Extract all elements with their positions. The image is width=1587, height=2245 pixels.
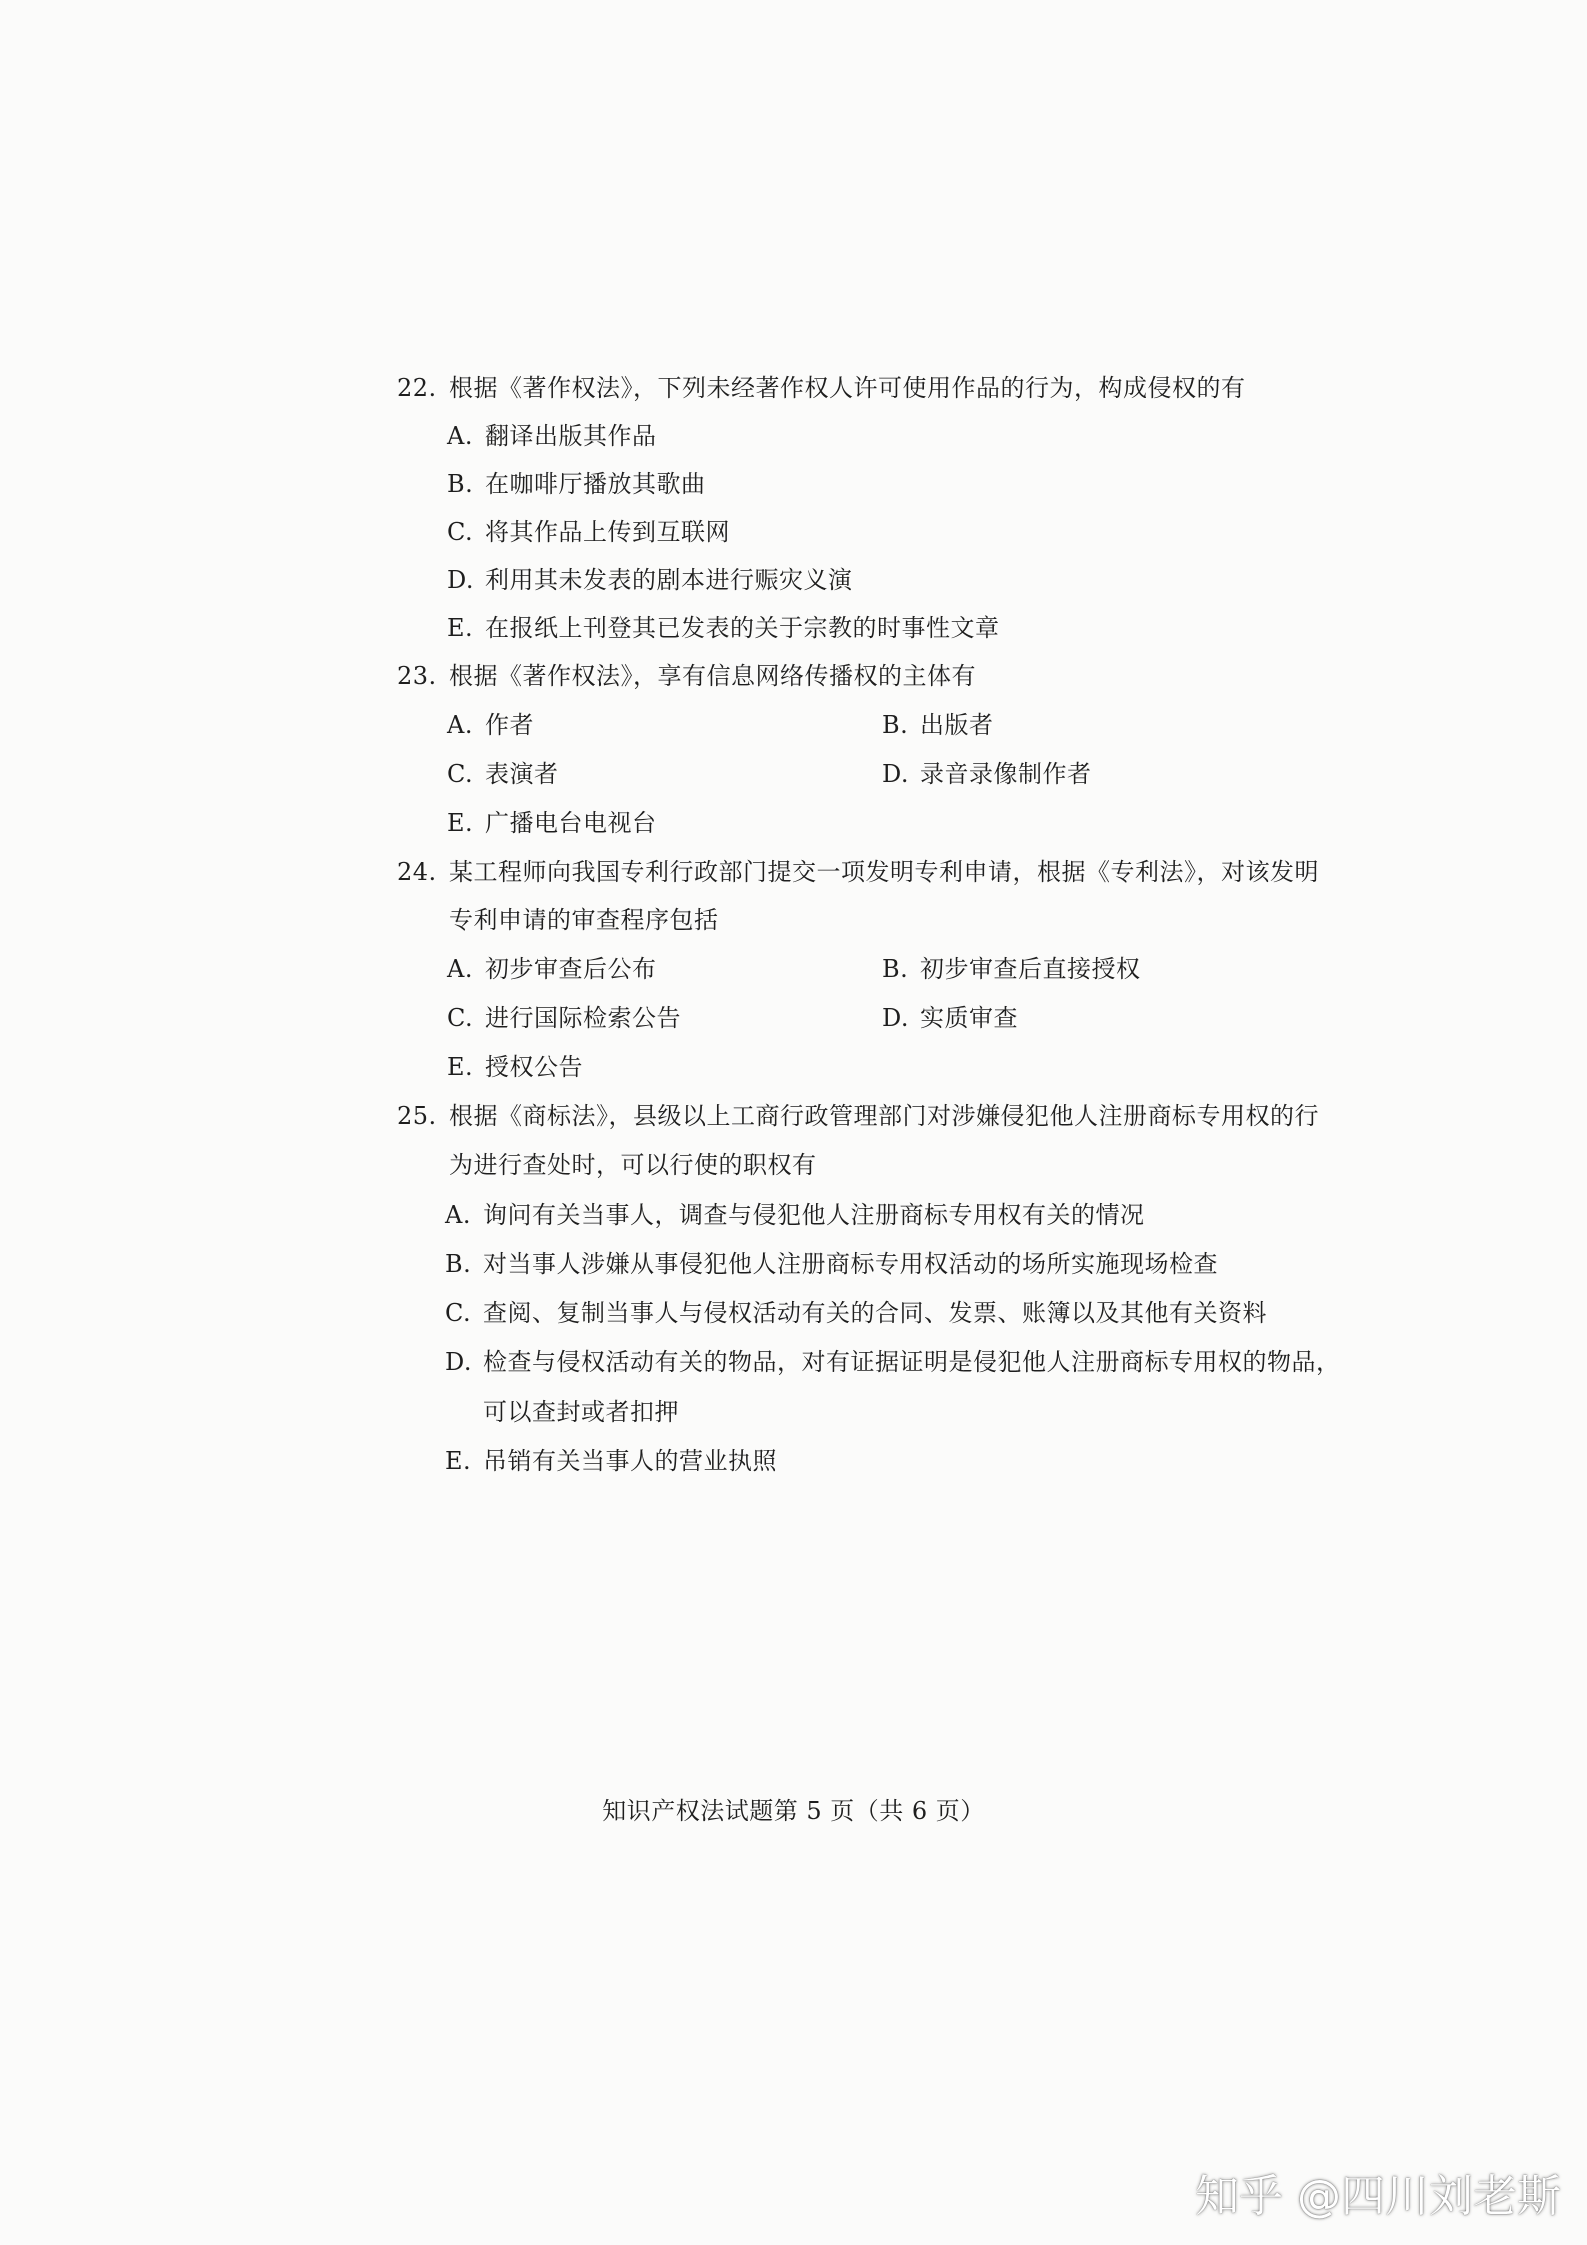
- option-letter: E.: [447, 1053, 474, 1081]
- option-letter: A.: [447, 955, 473, 983]
- option-text: 询问有关当事人，调查与侵犯他人注册商标专用权有关的情况: [483, 1201, 1145, 1229]
- option-22-b: [447, 469, 706, 499]
- option-23-d: [882, 759, 1092, 789]
- question-number: 22.: [397, 374, 437, 402]
- option-24-c: [447, 1003, 681, 1033]
- question-24-stem-cont: [449, 905, 719, 935]
- question-24-stem: [397, 857, 1319, 887]
- option-24-b: [882, 954, 1141, 984]
- option-22-a: [447, 421, 657, 451]
- watermark: 知乎 @四川刘老斯: [1195, 2171, 1561, 2222]
- option-text: 初步审查后直接授权: [920, 955, 1141, 983]
- option-text: 将其作品上传到互联网: [485, 518, 730, 546]
- question-text: 专利申请的审查程序包括: [449, 906, 719, 934]
- option-text: 表演者: [485, 760, 559, 788]
- option-25-a: [445, 1200, 1145, 1230]
- option-letter: D.: [882, 1004, 910, 1032]
- question-25-stem-cont: [449, 1150, 817, 1180]
- option-letter: E.: [447, 809, 474, 837]
- option-25-b: [445, 1249, 1218, 1279]
- option-letter: C.: [445, 1299, 472, 1327]
- question-text: 根据《著作权法》，享有信息网络传播权的主体有: [449, 662, 976, 690]
- option-text: 授权公告: [485, 1053, 583, 1081]
- option-text: 进行国际检索公告: [485, 1004, 681, 1032]
- option-letter: A.: [447, 422, 473, 450]
- option-text: 出版者: [920, 711, 994, 739]
- option-text: 查阅、复制当事人与侵权活动有关的合同、发票、账簿以及其他有关资料: [483, 1299, 1267, 1327]
- option-letter: D.: [445, 1348, 473, 1376]
- option-text: 在咖啡厅播放其歌曲: [485, 470, 706, 498]
- option-text: 吊销有关当事人的营业执照: [483, 1447, 777, 1475]
- option-22-d: [447, 565, 853, 595]
- option-text: 初步审查后公布: [485, 955, 657, 983]
- option-text: 翻译出版其作品: [485, 422, 657, 450]
- option-letter: E.: [447, 614, 474, 642]
- option-24-e: [447, 1052, 583, 1082]
- question-number: 23.: [397, 662, 437, 690]
- option-text: 检查与侵权活动有关的物品，对有证据证明是侵犯他人注册商标专用权的物品，: [483, 1348, 1341, 1376]
- option-23-b: [882, 710, 994, 740]
- option-letter: E.: [445, 1447, 472, 1475]
- option-24-d: [882, 1003, 1018, 1033]
- option-23-c: [447, 759, 559, 789]
- page-footer: 知识产权法试题第 5 页（共 6 页）: [602, 1797, 985, 1825]
- option-text: 广播电台电视台: [485, 809, 657, 837]
- option-text: 对当事人涉嫌从事侵犯他人注册商标专用权活动的场所实施现场检查: [483, 1250, 1218, 1278]
- option-letter: C.: [447, 760, 474, 788]
- option-text: 实质审查: [920, 1004, 1018, 1032]
- question-22-stem: [397, 373, 1246, 403]
- option-letter: D.: [447, 566, 475, 594]
- option-text: 作者: [485, 711, 534, 739]
- option-25-d: [445, 1347, 1341, 1377]
- question-text: 为进行查处时，可以行使的职权有: [449, 1151, 817, 1179]
- option-25-c: [445, 1298, 1267, 1328]
- question-text: 根据《著作权法》，下列未经著作权人许可使用作品的行为，构成侵权的有: [449, 374, 1246, 402]
- option-letter: B.: [445, 1250, 472, 1278]
- option-22-e: [447, 613, 1000, 643]
- option-25-d-cont: [445, 1397, 679, 1427]
- option-letter: B.: [447, 470, 474, 498]
- option-letter: C.: [447, 1004, 474, 1032]
- question-text: 根据《商标法》，县级以上工商行政管理部门对涉嫌侵犯他人注册商标专用权的行: [449, 1102, 1319, 1130]
- question-number: 25.: [397, 1102, 437, 1130]
- option-text: 可以查封或者扣押: [483, 1398, 679, 1426]
- option-text: 在报纸上刊登其已发表的关于宗教的时事性文章: [485, 614, 1000, 642]
- option-letter: B.: [882, 955, 909, 983]
- option-22-c: [447, 517, 730, 547]
- option-letter: A.: [445, 1201, 471, 1229]
- option-23-e: [447, 808, 657, 838]
- option-text: 利用其未发表的剧本进行赈灾义演: [485, 566, 853, 594]
- option-25-e: [445, 1446, 777, 1476]
- option-letter: B.: [882, 711, 909, 739]
- option-letter: A.: [447, 711, 473, 739]
- question-23-stem: [397, 661, 976, 691]
- option-letter: D.: [882, 760, 910, 788]
- question-25-stem: [397, 1101, 1319, 1131]
- option-text: 录音录像制作者: [920, 760, 1092, 788]
- option-24-a: [447, 954, 657, 984]
- question-number: 24.: [397, 858, 437, 886]
- option-letter: C.: [447, 518, 474, 546]
- option-23-a: [447, 710, 534, 740]
- question-text: 某工程师向我国专利行政部门提交一项发明专利申请，根据《专利法》，对该发明: [449, 858, 1319, 886]
